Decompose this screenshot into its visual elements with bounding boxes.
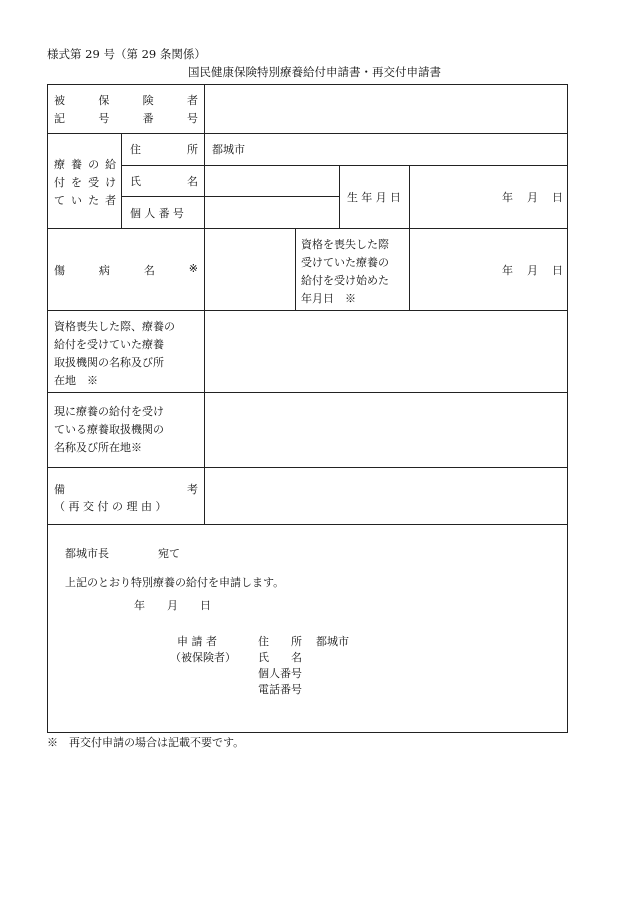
application-statement: 上記のとおり特別療養の給付を申請します。 — [65, 576, 285, 589]
personal-number-label: 個人番号 — [130, 207, 188, 220]
lost-qualification-label: 資格を喪失した際 受けていた療養の 給付を受け始めた 年月日 ※ — [301, 238, 389, 305]
recipient-label: 療養の給 付を受け ていた者 — [54, 158, 123, 207]
name-field[interactable] — [205, 166, 339, 196]
personal-number-field[interactable] — [205, 197, 339, 228]
current-institution-label: 現に療養の給付を受け ている療養取扱機関の 名称及び所在地※ — [54, 405, 164, 454]
current-institution-field[interactable] — [205, 393, 567, 467]
reissue-reason-label: （ 再 交 付 の 理 由 ） — [54, 500, 167, 513]
applicant-address-value[interactable]: 都城市 — [316, 635, 349, 648]
lost-qualification-date[interactable]: 年 月 日 — [502, 264, 563, 277]
applicant-phone-label: 電話番号 — [258, 683, 302, 696]
disease-label: 傷 病 名 ※ — [54, 262, 198, 277]
remarks-label: 備 考 — [54, 483, 198, 496]
form-title: 国民健康保険特別療養給付申請書・再交付申請書 — [188, 65, 441, 79]
applicant-label: 申 請 者 — [177, 635, 217, 648]
birthdate-label: 生年月日 — [347, 191, 405, 204]
insured-number-field[interactable] — [205, 85, 567, 133]
birthdate-value[interactable]: 年 月 日 — [502, 191, 563, 204]
application-date[interactable]: 年 月 日 — [134, 599, 211, 612]
institution-at-loss-field[interactable] — [205, 311, 567, 392]
applicant-personal-number-label: 個人番号 — [258, 667, 302, 680]
remarks-field[interactable] — [205, 468, 567, 524]
name-label: 氏 名 — [130, 175, 198, 188]
applicant-address-label: 住 所 — [258, 635, 302, 648]
form-number: 様式第 29 号（第 29 条関係） — [47, 47, 206, 61]
address-label: 住 所 — [130, 143, 198, 156]
addressee-suffix: 宛て — [158, 547, 180, 560]
insured-number-label-line2: 記 号 番 号 — [54, 112, 198, 125]
footnote: ※ 再交付申請の場合は記載不要です。 — [47, 736, 245, 749]
applicant-name-label: 氏 名 — [258, 651, 302, 664]
address-value[interactable]: 都城市 — [212, 143, 245, 156]
addressee: 都城市長 — [65, 547, 109, 560]
institution-at-loss-label: 資格喪失した際、療養の 給付を受けていた療養 取扱機関の名称及び所 在地 ※ — [54, 320, 175, 387]
applicant-sub-label: （被保険者） — [170, 651, 236, 664]
disease-field[interactable] — [205, 229, 295, 310]
insured-number-label-line1: 被 保 険 者 — [54, 94, 198, 107]
